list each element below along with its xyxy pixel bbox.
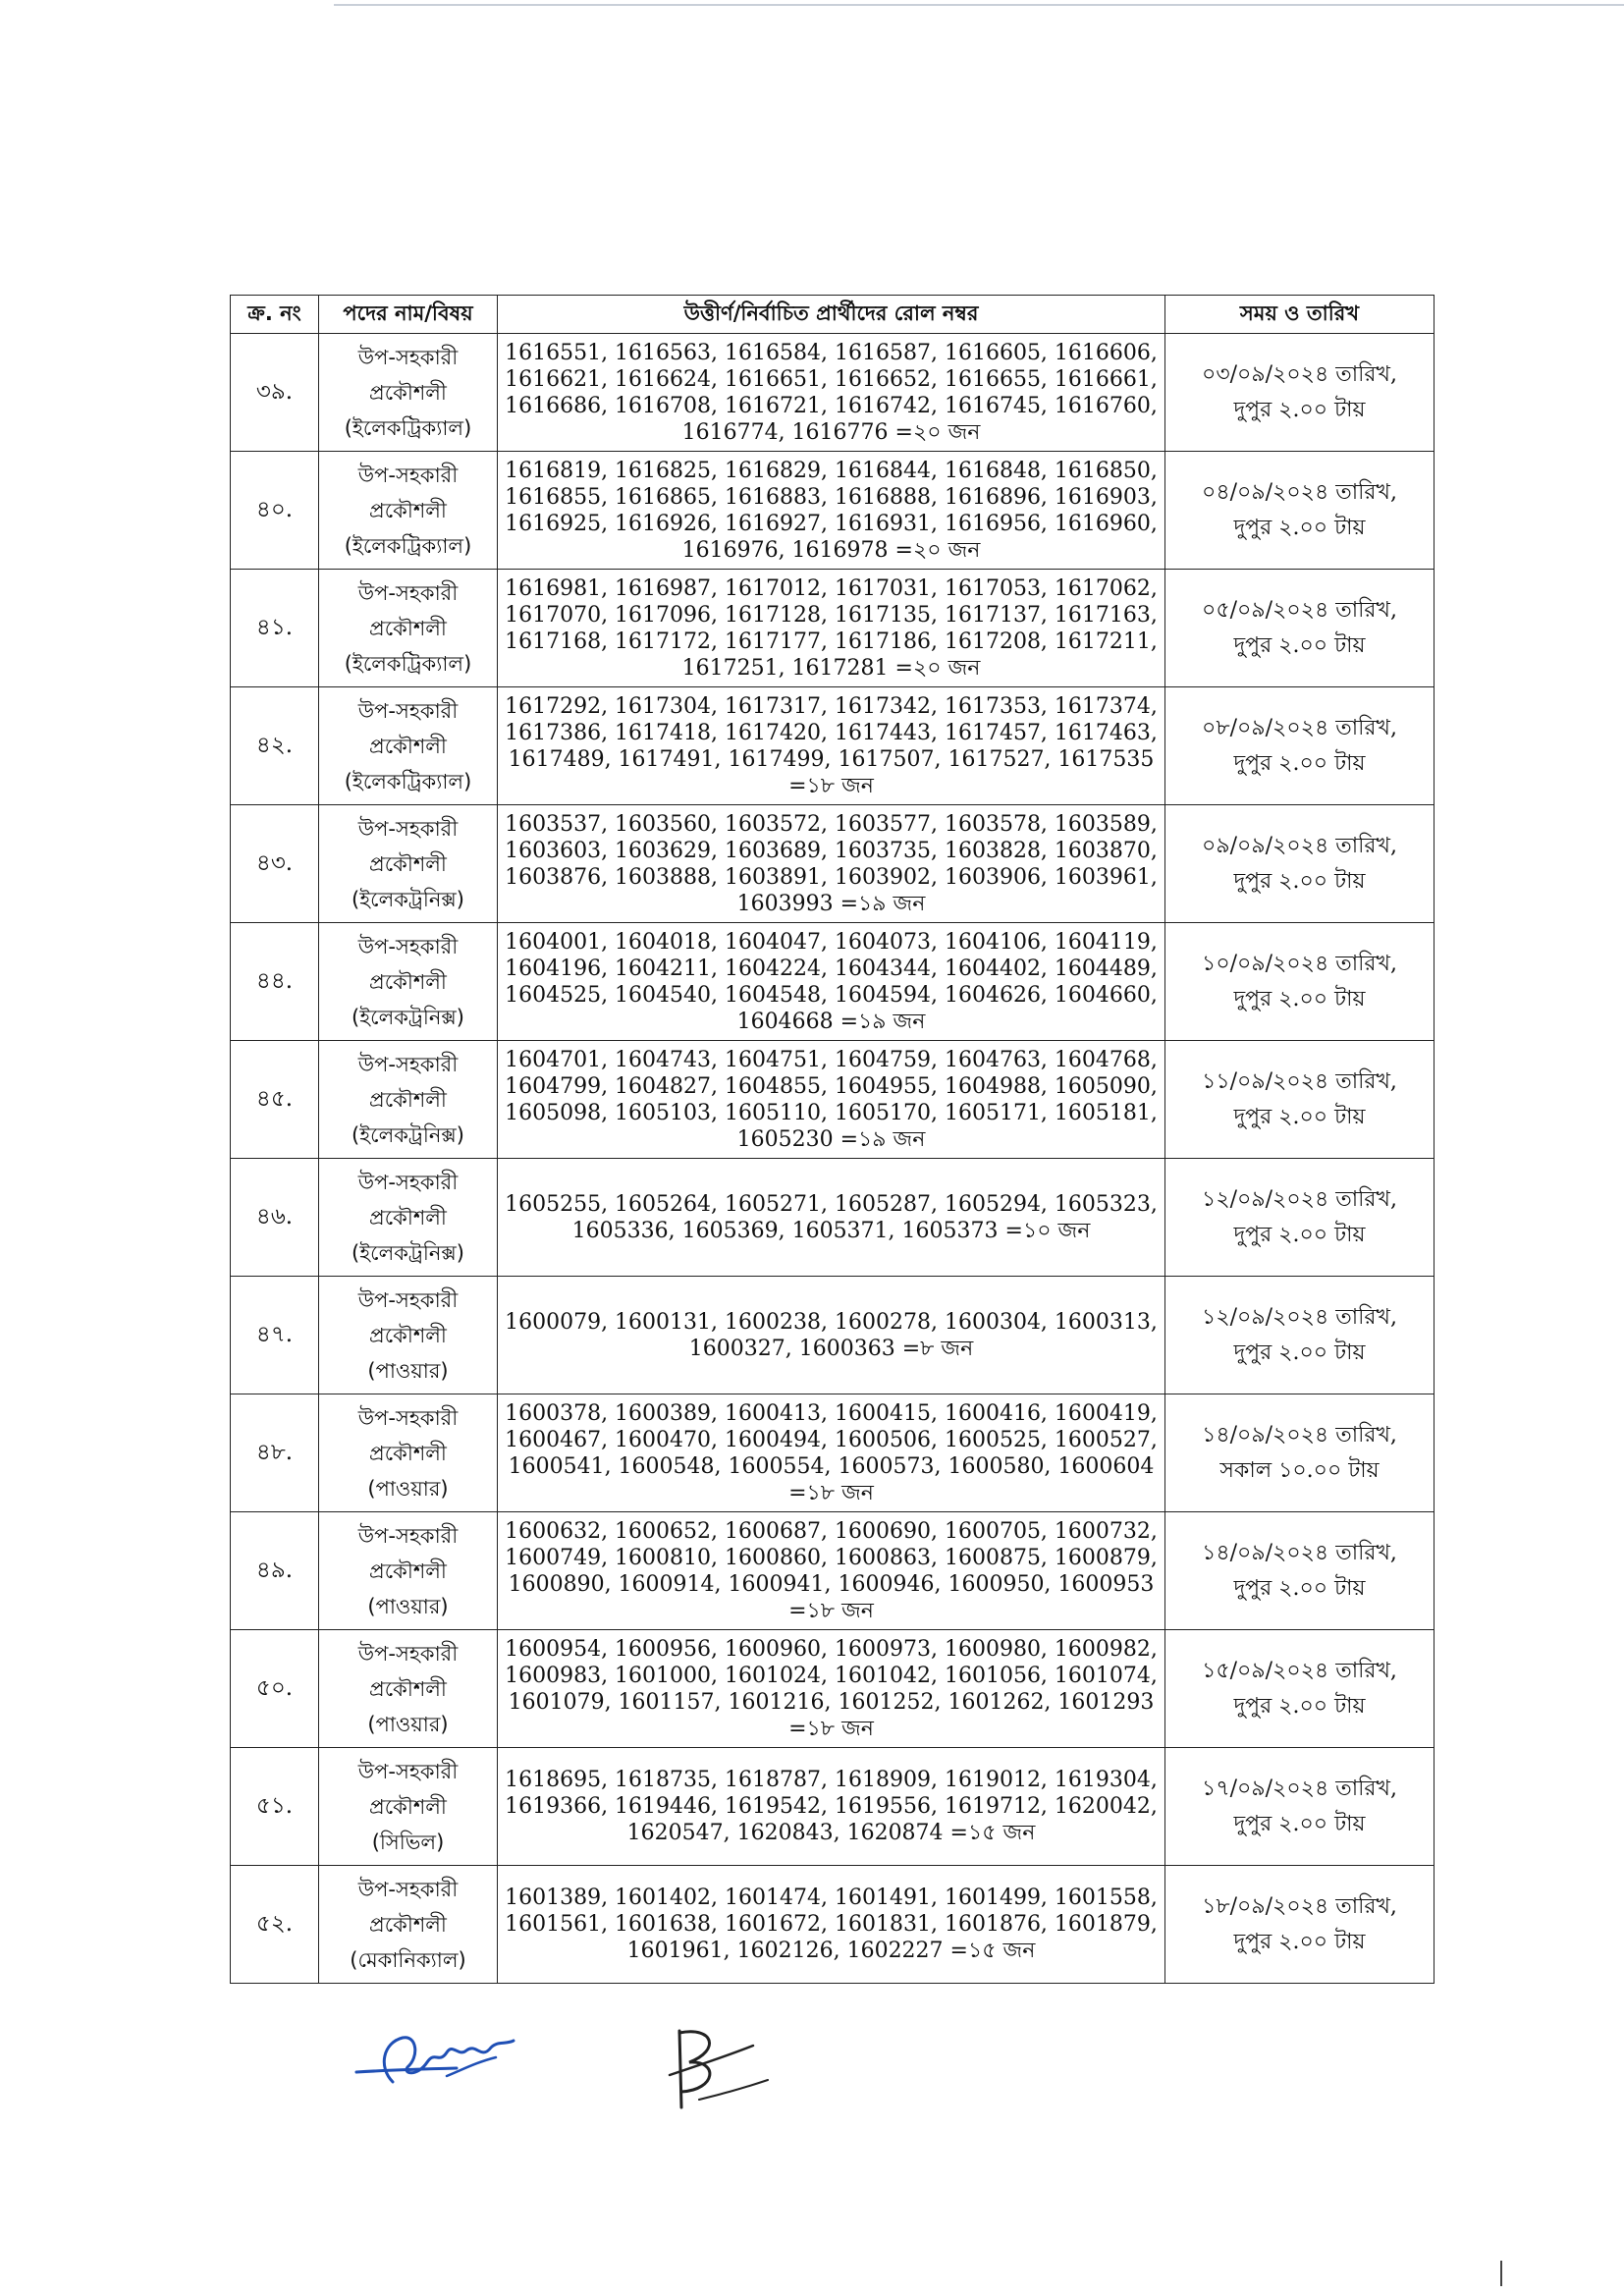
exam-date: ০৯/০৯/২০২৪ তারিখ, <box>1202 833 1397 858</box>
table-row <box>231 1748 1435 1866</box>
rolls-cell <box>498 1630 1165 1748</box>
post-line: প্রকৌশলী <box>369 1205 447 1230</box>
post-line: প্রকৌশলী <box>369 851 447 876</box>
table-row <box>231 1159 1435 1277</box>
serial-cell: ৫০. <box>231 1630 319 1748</box>
post-cell <box>319 1512 498 1630</box>
rolls-cell <box>498 570 1165 687</box>
exam-date: ০৪/০৯/২০২৪ তারিখ, <box>1202 479 1397 505</box>
post-line: প্রকৌশলী <box>369 1087 447 1112</box>
serial-cell: ৪৯. <box>231 1512 319 1630</box>
exam-date: ১৮/০৯/২০২৪ তারিখ, <box>1202 1893 1397 1919</box>
roll-numbers: 1604701, 1604743, 1604751, 1604759, 1604763, 1604768, 1604799, 1604827, 1604855, 1604955, 1604988, 1605090, 1605098, 1605103, 1605110, 1605170, 1605171, 1605181, 1605230 =১৯ জন <box>505 1047 1158 1152</box>
exam-date: ১১/০৯/২০২৪ তারিখ, <box>1202 1068 1397 1094</box>
post-line: (ইলেকট্রনিক্স) <box>352 1005 464 1029</box>
serial-cell: ৪২. <box>231 687 319 805</box>
exam-date: ১৫/০৯/২০২৪ তারিখ, <box>1202 1658 1397 1683</box>
table-row <box>231 1866 1435 1984</box>
datetime-cell <box>1165 1512 1435 1630</box>
datetime-cell <box>1165 1748 1435 1866</box>
roll-numbers: 1605255, 1605264, 1605271, 1605287, 1605294, 1605323, 1605336, 1605369, 1605371, 1605373 =১০ জন <box>505 1191 1158 1243</box>
table-row <box>231 687 1435 805</box>
roll-numbers: 1600632, 1600652, 1600687, 1600690, 1600705, 1600732, 1600749, 1600810, 1600860, 1600863, 1600875, 1600879, 1600890, 1600914, 1600941, 1600946, 1600950, 1600953 =১৮ জন <box>505 1518 1158 1623</box>
serial-cell: ৪৫. <box>231 1041 319 1159</box>
exam-time: দুপুর ২.০০ টায় <box>1233 1222 1366 1247</box>
exam-time: দুপুর ২.০০ টায় <box>1233 986 1366 1011</box>
exam-date: ১৭/০৯/২০২৪ তারিখ, <box>1202 1776 1397 1801</box>
signature-2 <box>660 2021 778 2114</box>
post-line: উপ-সহকারী <box>357 1641 459 1666</box>
rolls-cell <box>498 452 1165 570</box>
serial-cell: ৪৬. <box>231 1159 319 1277</box>
post-line: (ইলেকট্রিক্যাল) <box>344 415 472 440</box>
roll-numbers: 1600079, 1600131, 1600238, 1600278, 1600304, 1600313, 1600327, 1600363 =৮ জন <box>505 1309 1158 1361</box>
serial-cell: ৪৮. <box>231 1394 319 1512</box>
post-line: (পাওয়ার) <box>367 1712 449 1736</box>
table-row <box>231 452 1435 570</box>
exam-time: দুপুর ২.০০ টায় <box>1233 1929 1366 1954</box>
post-cell <box>319 687 498 805</box>
roll-numbers: 1618695, 1618735, 1618787, 1618909, 1619012, 1619304, 1619366, 1619446, 1619542, 1619556, 1619712, 1620042, 1620547, 1620843, 1620874 =১৫ জন <box>505 1768 1158 1845</box>
roll-numbers: 1600954, 1600956, 1600960, 1600973, 1600980, 1600982, 1600983, 1601000, 1601024, 1601042, 1601056, 1601074, 1601079, 1601157, 1601216, 1601252, 1601262, 1601293 =১৮ জন <box>505 1636 1158 1741</box>
exam-time: দুপুর ২.০০ টায় <box>1233 750 1366 776</box>
post-line: উপ-সহকারী <box>357 1052 459 1076</box>
roll-numbers: 1616981, 1616987, 1617012, 1617031, 1617053, 1617062, 1617070, 1617096, 1617128, 1617135, 1617137, 1617163, 1617168, 1617172, 1617177, 1617186, 1617208, 1617211, 1617251, 1617281 =২০ জন <box>505 575 1158 681</box>
post-line: প্রকৌশলী <box>369 1794 447 1819</box>
post-line: উপ-সহকারী <box>357 345 459 369</box>
exam-time: দুপুর ২.০০ টায় <box>1233 515 1366 540</box>
table-row <box>231 1512 1435 1630</box>
post-line: (ইলেকট্রনিক্স) <box>352 887 464 911</box>
post-cell <box>319 1277 498 1394</box>
table-row <box>231 1041 1435 1159</box>
table-row <box>231 334 1435 452</box>
datetime-cell <box>1165 452 1435 570</box>
post-line: প্রকৌশলী <box>369 734 447 758</box>
rolls-cell <box>498 805 1165 923</box>
header-row <box>231 296 1435 334</box>
post-cell <box>319 1041 498 1159</box>
post-cell <box>319 1630 498 1748</box>
post-cell <box>319 1394 498 1512</box>
table-body <box>231 334 1435 1984</box>
post-cell <box>319 805 498 923</box>
exam-date: ১২/০৯/২০২৪ তারিখ, <box>1202 1304 1397 1330</box>
post-line: উপ-সহকারী <box>357 1523 459 1548</box>
table-row <box>231 923 1435 1041</box>
post-line: উপ-সহকারী <box>357 1405 459 1430</box>
post-line: প্রকৌশলী <box>369 1441 447 1465</box>
post-line: উপ-সহকারী <box>357 1170 459 1194</box>
datetime-cell <box>1165 1159 1435 1277</box>
exam-date: ০৫/০৯/২০২৪ তারিখ, <box>1202 597 1397 623</box>
rolls-cell <box>498 1748 1165 1866</box>
serial-cell: ৪৩. <box>231 805 319 923</box>
serial-cell: ৪৪. <box>231 923 319 1041</box>
post-line: (ইলেকট্রিক্যাল) <box>344 533 472 558</box>
post-line: (মেকানিক্যাল) <box>350 1947 466 1972</box>
exam-time: দুপুর ২.০০ টায় <box>1233 1339 1366 1365</box>
post-cell <box>319 1748 498 1866</box>
roll-numbers: 1601389, 1601402, 1601474, 1601491, 1601499, 1601558, 1601561, 1601638, 1601672, 1601831, 1601876, 1601879, 1601961, 1602126, 1602227 =১৫ জন <box>505 1886 1158 1963</box>
post-cell <box>319 1866 498 1984</box>
post-line: উপ-সহকারী <box>357 1877 459 1901</box>
post-line: উপ-সহকারী <box>357 698 459 723</box>
header-post: পদের নাম/বিষয় <box>319 296 498 334</box>
rolls-cell <box>498 1041 1165 1159</box>
table-row <box>231 1394 1435 1512</box>
table-row <box>231 1630 1435 1748</box>
datetime-cell <box>1165 1630 1435 1748</box>
post-line: প্রকৌশলী <box>369 380 447 405</box>
exam-date: ০৩/০৯/২০২৪ তারিখ, <box>1202 361 1397 387</box>
rolls-cell <box>498 1512 1165 1630</box>
exam-time: দুপুর ২.০০ টায় <box>1233 1811 1366 1836</box>
roll-numbers: 1616551, 1616563, 1616584, 1616587, 1616605, 1616606, 1616621, 1616624, 1616651, 1616652, 1616655, 1616661, 1616686, 1616708, 1616721, 1616742, 1616745, 1616760, 1616774, 1616776 =২০ জন <box>505 340 1158 445</box>
roll-numbers: 1604001, 1604018, 1604047, 1604073, 1604106, 1604119, 1604196, 1604211, 1604224, 1604344, 1604402, 1604489, 1604525, 1604540, 1604548, 1604594, 1604626, 1604660, 1604668 =১৯ জন <box>505 929 1158 1034</box>
post-cell <box>319 923 498 1041</box>
serial-cell: ৫১. <box>231 1748 319 1866</box>
rolls-cell <box>498 687 1165 805</box>
post-line: (পাওয়ার) <box>367 1594 449 1618</box>
rolls-cell <box>498 334 1165 452</box>
datetime-cell <box>1165 1394 1435 1512</box>
post-line: উপ-সহকারী <box>357 463 459 487</box>
post-line: প্রকৌশলী <box>369 969 447 994</box>
rolls-cell <box>498 923 1165 1041</box>
post-cell <box>319 452 498 570</box>
top-edge-line <box>334 4 1624 6</box>
serial-cell: ৫২. <box>231 1866 319 1984</box>
exam-date: ১০/০৯/২০২৪ তারিখ, <box>1202 951 1397 976</box>
post-line: (সিভিল) <box>371 1830 445 1854</box>
header-datetime: সময় ও তারিখ <box>1165 296 1435 334</box>
post-line: (ইলেকট্রনিক্স) <box>352 1240 464 1265</box>
table-row <box>231 805 1435 923</box>
post-line: উপ-সহকারী <box>357 934 459 958</box>
serial-cell: ৪১. <box>231 570 319 687</box>
roll-numbers: 1603537, 1603560, 1603572, 1603577, 1603578, 1603589, 1603603, 1603629, 1603689, 1603735, 1603828, 1603870, 1603876, 1603888, 1603891, 1603902, 1603906, 1603961, 1603993 =১৯ জন <box>505 811 1158 916</box>
exam-time: দুপুর ২.০০ টায় <box>1233 1575 1366 1601</box>
roll-numbers: 1616819, 1616825, 1616829, 1616844, 1616848, 1616850, 1616855, 1616865, 1616883, 1616888, 1616896, 1616903, 1616925, 1616926, 1616927, 1616931, 1616956, 1616960, 1616976, 1616978 =২০ জন <box>505 458 1158 563</box>
exam-time: দুপুর ২.০০ টায় <box>1233 397 1366 422</box>
post-line: (ইলেকট্রিক্যাল) <box>344 769 472 793</box>
datetime-cell <box>1165 570 1435 687</box>
post-line: (ইলেকট্রনিক্স) <box>352 1122 464 1147</box>
exam-date: ১৪/০৯/২০২৪ তারিখ, <box>1202 1540 1397 1565</box>
exam-time: দুপুর ২.০০ টায় <box>1233 632 1366 658</box>
post-line: প্রকৌশলী <box>369 616 447 640</box>
serial-cell: ৪৭. <box>231 1277 319 1394</box>
post-cell <box>319 334 498 452</box>
exam-date: ১২/০৯/২০২৪ তারিখ, <box>1202 1186 1397 1212</box>
results-table <box>230 295 1435 1984</box>
post-line: (পাওয়ার) <box>367 1476 449 1501</box>
post-line: উপ-সহকারী <box>357 1759 459 1783</box>
serial-cell: ৪০. <box>231 452 319 570</box>
table-header <box>231 296 1435 334</box>
post-cell <box>319 570 498 687</box>
exam-time: দুপুর ২.০০ টায় <box>1233 1104 1366 1129</box>
post-line: (পাওয়ার) <box>367 1358 449 1383</box>
post-line: প্রকৌশলী <box>369 1323 447 1347</box>
post-line: (ইলেকট্রিক্যাল) <box>344 651 472 676</box>
datetime-cell <box>1165 1041 1435 1159</box>
roll-numbers: 1617292, 1617304, 1617317, 1617342, 1617353, 1617374, 1617386, 1617418, 1617420, 1617443, 1617457, 1617463, 1617489, 1617491, 1617499, 1617507, 1617527, 1617535 =১৮ জন <box>505 693 1158 798</box>
header-serial: ক্র. নং <box>231 296 319 334</box>
rolls-cell <box>498 1394 1165 1512</box>
serial-cell: ৩৯. <box>231 334 319 452</box>
post-line: প্রকৌশলী <box>369 1912 447 1937</box>
table-row <box>231 570 1435 687</box>
table-row <box>231 1277 1435 1394</box>
post-line: প্রকৌশলী <box>369 498 447 522</box>
header-rolls: উত্তীর্ণ/নির্বাচিত প্রার্থীদের রোল নম্বর <box>498 296 1165 334</box>
exam-date: ০৮/০৯/২০২৪ তারিখ, <box>1202 715 1397 740</box>
post-line: উপ-সহকারী <box>357 816 459 841</box>
rolls-cell <box>498 1159 1165 1277</box>
exam-time: দুপুর ২.০০ টায় <box>1233 868 1366 894</box>
roll-numbers: 1600378, 1600389, 1600413, 1600415, 1600416, 1600419, 1600467, 1600470, 1600494, 1600506, 1600525, 1600527, 1600541, 1600548, 1600554, 1600573, 1600580, 1600604 =১৮ জন <box>505 1400 1158 1505</box>
exam-date: ১৪/০৯/২০২৪ তারিখ, <box>1202 1422 1397 1448</box>
post-line: উপ-সহকারী <box>357 580 459 605</box>
exam-time: সকাল ১০.০০ টায় <box>1219 1457 1380 1483</box>
datetime-cell <box>1165 805 1435 923</box>
datetime-cell <box>1165 923 1435 1041</box>
datetime-cell <box>1165 334 1435 452</box>
datetime-cell <box>1165 1866 1435 1984</box>
post-line: উপ-সহকারী <box>357 1287 459 1312</box>
datetime-cell <box>1165 687 1435 805</box>
post-line: প্রকৌশলী <box>369 1676 447 1701</box>
datetime-cell <box>1165 1277 1435 1394</box>
post-line: প্রকৌশলী <box>369 1558 447 1583</box>
rolls-cell <box>498 1277 1165 1394</box>
signature-1 <box>349 2013 545 2097</box>
exam-time: দুপুর ২.০০ টায় <box>1233 1693 1366 1719</box>
rolls-cell <box>498 1866 1165 1984</box>
post-cell <box>319 1159 498 1277</box>
scan-edge-mark <box>1497 2259 1505 2288</box>
